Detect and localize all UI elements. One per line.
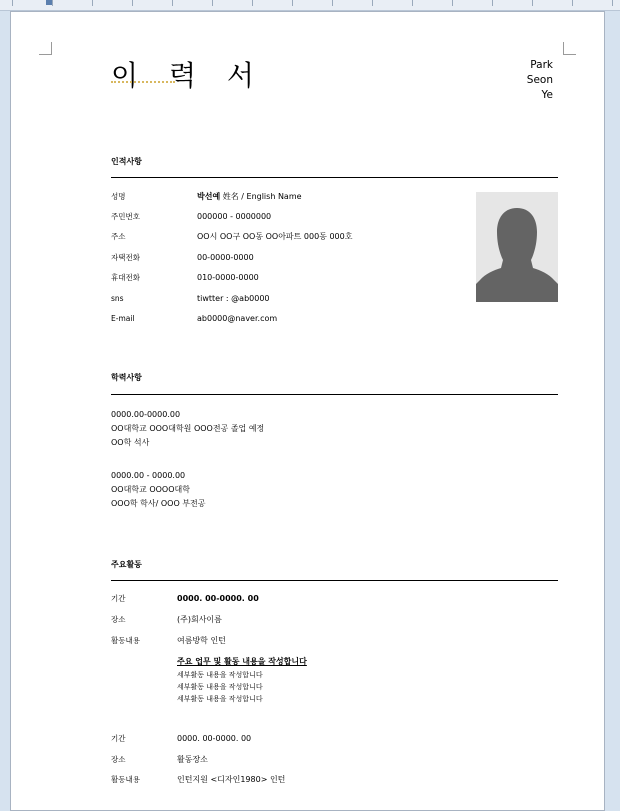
education-school: OO대학교 OOOO대학	[111, 485, 190, 494]
activity-label: 장소	[111, 755, 126, 764]
activity-label: 기간	[111, 594, 126, 603]
info-value	[197, 191, 302, 203]
ruler-tick	[572, 0, 573, 6]
ruler-tick	[332, 0, 333, 6]
name-line: Seon	[526, 74, 553, 86]
activity-detail-line: 세부활동 내용을 작성합니다	[177, 671, 263, 679]
margin-corner-mark-top-left	[39, 42, 52, 55]
ruler-tick	[52, 0, 53, 6]
info-value: 010-0000-0000	[197, 273, 259, 282]
education-entry	[111, 469, 205, 511]
info-label: sns	[111, 294, 124, 303]
info-label: E-mail	[111, 314, 135, 323]
ruler-tick	[532, 0, 533, 6]
info-value: OO시 OO구 OO동 OO아파트 000동 000호	[197, 232, 353, 241]
ruler-tick	[292, 0, 293, 6]
horizontal-ruler[interactable]	[0, 0, 620, 11]
info-label: 자택전화	[111, 253, 140, 262]
education-school: OO대학교 OOO대학원 OOO전공 졸업 예정	[111, 424, 265, 433]
section-title-education: 학력사항	[111, 373, 142, 382]
name-block	[527, 58, 553, 103]
info-value: 000000 - 0000000	[197, 212, 272, 221]
section-divider	[111, 580, 558, 581]
info-value-bold: 박선예	[197, 192, 221, 201]
activity-detail-line: 세부활동 내용을 작성합니다	[177, 695, 263, 703]
info-label: 휴대전화	[111, 273, 140, 282]
activity-content: 여름방학 인턴	[177, 636, 226, 645]
education-entry	[111, 408, 264, 450]
info-label: 성명	[111, 192, 126, 201]
info-value: ab0000@naver.com	[197, 314, 278, 323]
ruler-tick	[452, 0, 453, 6]
document-page	[10, 11, 605, 811]
ruler-tick	[12, 0, 13, 6]
ruler-tick	[132, 0, 133, 6]
ruler-tick	[372, 0, 373, 6]
activity-period: 0000. 00-0000. 00	[177, 734, 252, 743]
ruler-tick	[612, 0, 613, 6]
education-period: 0000.00-0000.00	[111, 410, 181, 419]
ruler-tick	[212, 0, 213, 6]
section-divider	[111, 394, 558, 395]
education-degree: OO학 석사	[111, 438, 150, 447]
section-title-activities: 주요활동	[111, 560, 142, 569]
education-degree: OOO학 학사/ OOO 부전공	[111, 499, 206, 508]
info-label: 주민번호	[111, 212, 140, 221]
activity-label: 기간	[111, 734, 126, 743]
activity-label: 활동내용	[111, 636, 140, 645]
ruler-tick	[492, 0, 493, 6]
activity-label: 활동내용	[111, 775, 140, 784]
name-line: Ye	[541, 89, 553, 101]
activity-detail-head: 주요 업무 및 활동 내용을 작성합니다	[177, 657, 307, 666]
document-title: 이 력 서	[111, 59, 265, 92]
activity-detail-line: 세부활동 내용을 작성합니다	[177, 683, 263, 691]
section-title-personal: 인적사항	[111, 157, 142, 166]
info-value: tiwtter : @ab0000	[197, 294, 270, 303]
activity-content: 인턴지원 <디자인1980> 인턴	[177, 775, 286, 784]
activity-place: 활동장소	[177, 755, 208, 764]
profile-photo[interactable]	[476, 192, 558, 302]
ruler-tick	[412, 0, 413, 6]
info-value: 00-0000-0000	[197, 253, 254, 262]
info-label: 주소	[111, 232, 126, 241]
person-silhouette-icon	[476, 192, 558, 302]
ruler-tick	[92, 0, 93, 6]
spellcheck-underline	[111, 81, 175, 83]
section-divider	[111, 177, 558, 178]
margin-corner-mark-top-right	[563, 42, 576, 55]
name-line: Park	[530, 59, 553, 71]
activity-place: (주)회사이름	[177, 615, 222, 624]
ruler-tick	[172, 0, 173, 6]
activity-period: 0000. 00-0000. 00	[177, 594, 259, 603]
activity-label: 장소	[111, 615, 126, 624]
education-period: 0000.00 - 0000.00	[111, 471, 186, 480]
activity-detail	[177, 655, 307, 705]
info-value-text: 姓名 / English Name	[220, 192, 302, 201]
ruler-tick	[252, 0, 253, 6]
